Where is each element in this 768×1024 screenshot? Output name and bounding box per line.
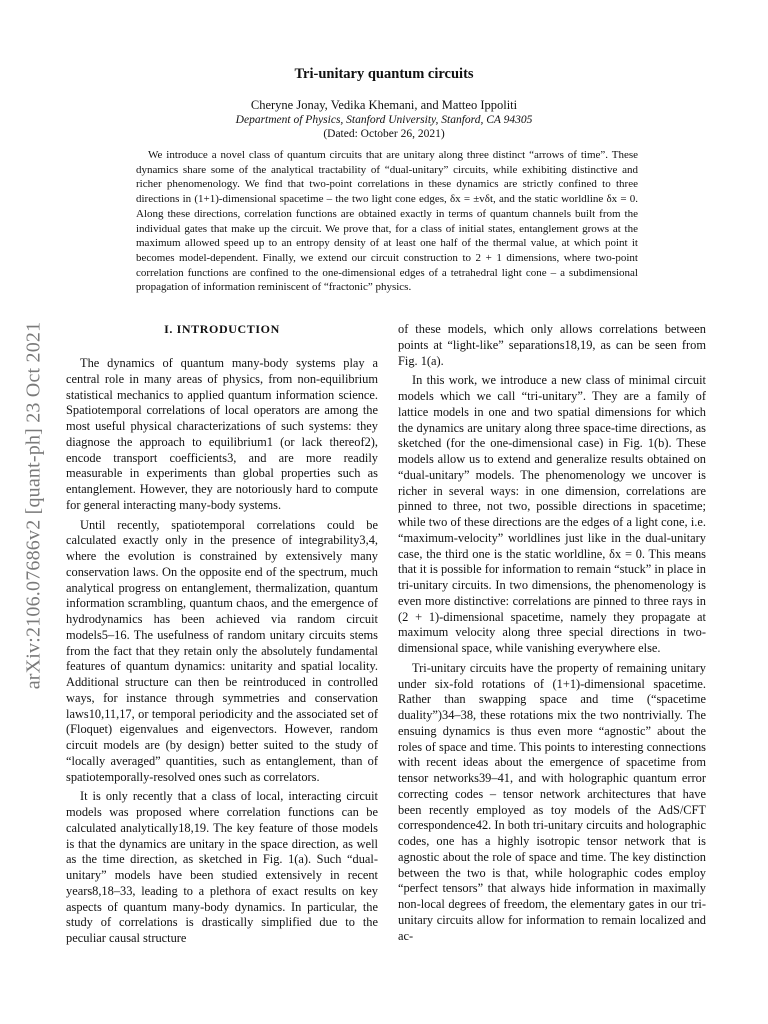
intro-paragraph-3: It is only recently that a class of local, interacting circuit models was proposed where correlation functions can be calculated analytically18,19. The key feature of those models is that the dynamics are unitary in the space direction, as well as the time direction, as sketched in Fig. 1(a). Such “dual-unitary” models have been studied extensively in recent years8,18–33, leading to a plethora of exact results on key aspects of quantum many-body dynamics. In particular, the study of correlations is drastically simplified due to the peculiar causal structure — [66, 789, 378, 945]
intro-paragraph-2: Until recently, spatiotemporal correlations could be calculated exactly only in the presence of integrability3,4, where the evolution is constrained by extensively many conservation laws. On the opposite end of the spectrum, much analytical progress on entanglement, thermalization, quantum information scrambling, quantum chaos, and the emergence of hydrodynamics has been achieved via random circuit models5–16. The usefulness of random unitary circuits stems from the fact that they retain only the absolutely fundamental features of quantum dynamics: unitarity and spatial locality. Additional structure can then be reintroduced in controlled ways, for instance through symmetries and conservation laws10,11,17, or temporal periodicity and the associated set of (Floquet) eigenvalues and eigenvectors. However, random circuit models are (by design) better suited to the study of “locally averaged” quantities, such as entanglement, than of spatiotemporally-resolved ones such as correlators. — [66, 517, 378, 784]
intro-paragraph-4: of these models, which only allows correlations between points at “light-like” separations18,19, as can be seen from Fig. 1(a). — [398, 322, 706, 368]
paper-date: (Dated: October 26, 2021) — [323, 128, 445, 140]
intro-paragraph-5: In this work, we introduce a new class of minimal circuit models which we call “tri-unitary”. They are a family of lattice models in one and two spatial dimensions for which the dynamics are unitary along three space-time directions, as sketched (for the one-dimensional case) in Fig. 1(b). These models allow us to extend and generalize results obtained on “dual-unitary” models. The phenomenology we uncover is richer in several ways: in one dimension, correlations are pinned to three, not two, possible directions in spacetime; while two of these directions are the edges of a light cone, i.e. “maximum-velocity” worldlines just like in the dual-unitary case, the third one is the static worldline, δx = 0. This means that it is possible for information to remain “stuck” in place in tri-unitary circuits. In two dimensions, the phenomenology is even more distinctive: correlations are pinned to three rays in (2 + 1)-dimensional spacetime, namely they propagate at maximum velocity along three special directions in two-dimensional space, while vanishing everywhere else. — [398, 373, 706, 655]
paper-authors: Cheryne Jonay, Vedika Khemani, and Matteo Ippoliti — [250, 98, 518, 112]
left-column — [66, 322, 378, 951]
section-heading-introduction: I. INTRODUCTION — [164, 322, 280, 336]
paper-title: Tri-unitary quantum circuits — [294, 66, 474, 82]
abstract: We introduce a novel class of quantum circuits that are unitary along three distinct “arrows of time”. These dynamics share some of the analytical tractability of “dual-unitary” circuits, while exhibiting distinctive and richer phenomenology. We find that two-point correlations in these dynamics are strictly confined to three directions in (1+1)-dimensional spacetime – the two light cone edges, δx = ±vδt, and the static worldline δx = 0. Along these directions, correlation functions are obtained exactly in terms of quantum channels built from the individual gates that make up the circuit. We prove that, for a class of initial states, entanglement grows at the maximum allowed speed up to an entropy density of at least one half of the thermal value, at which point it becomes model-dependent. Finally, we extend our circuit construction to 2 + 1 dimensions, where two-point correlation functions are confined to the one-dimensional edges of a tetrahedral light cone – a subdimensional propagation of information reminiscent of “fractonic” physics. — [136, 149, 638, 294]
author-affiliation: Department of Physics, Stanford University, Stanford, CA 94305 — [235, 114, 533, 126]
arxiv-identifier-stamp — [14, 270, 54, 740]
intro-paragraph-1: The dynamics of quantum many-body systems play a central role in many areas of physics, from non-equilibrium statistical mechanics to applied quantum information science. Spatiotemporal correlations of local operators are among the most useful physical characterizations of such systems: they diagnose the approach to equilibrium1 (or lack thereof2), encode transport coefficients3, and are more readily measurable in experiments than global properties such as entanglement. However, they are notoriously hard to compute for general interacting many-body systems. — [66, 356, 378, 512]
intro-paragraph-6: Tri-unitary circuits have the property of remaining unitary under six-fold rotations of (1+1)-dimensional spacetime. Rather than swapping space and time (“spacetime duality”)34–38, these rotations mix the two nontrivially. The ensuing dynamics is thus even more “agnostic” about the roles of space and time. This points to interesting connections with recent ideas about the emergence of spacetime from tensor networks39–41, and with holographic quantum error correcting codes – tensor network architectures that have been recently employed as toy models of the AdS/CFT correspondence42. In both tri-unitary circuits and holographic codes, one has a highly isotropic tensor network that is agnostic about the role of space and time. The key distinction between the two is that, while holographic codes employ “perfect tensors” that always hide information in maximally non-local degrees of freedom, the elementary gates in our tri-unitary circuits allow for information to remain localized and ac- — [398, 660, 706, 943]
right-column — [398, 322, 706, 948]
arxiv-identifier-text: arXiv:2106.07686v2 [quant-ph] 23 Oct 2021 — [22, 321, 45, 689]
